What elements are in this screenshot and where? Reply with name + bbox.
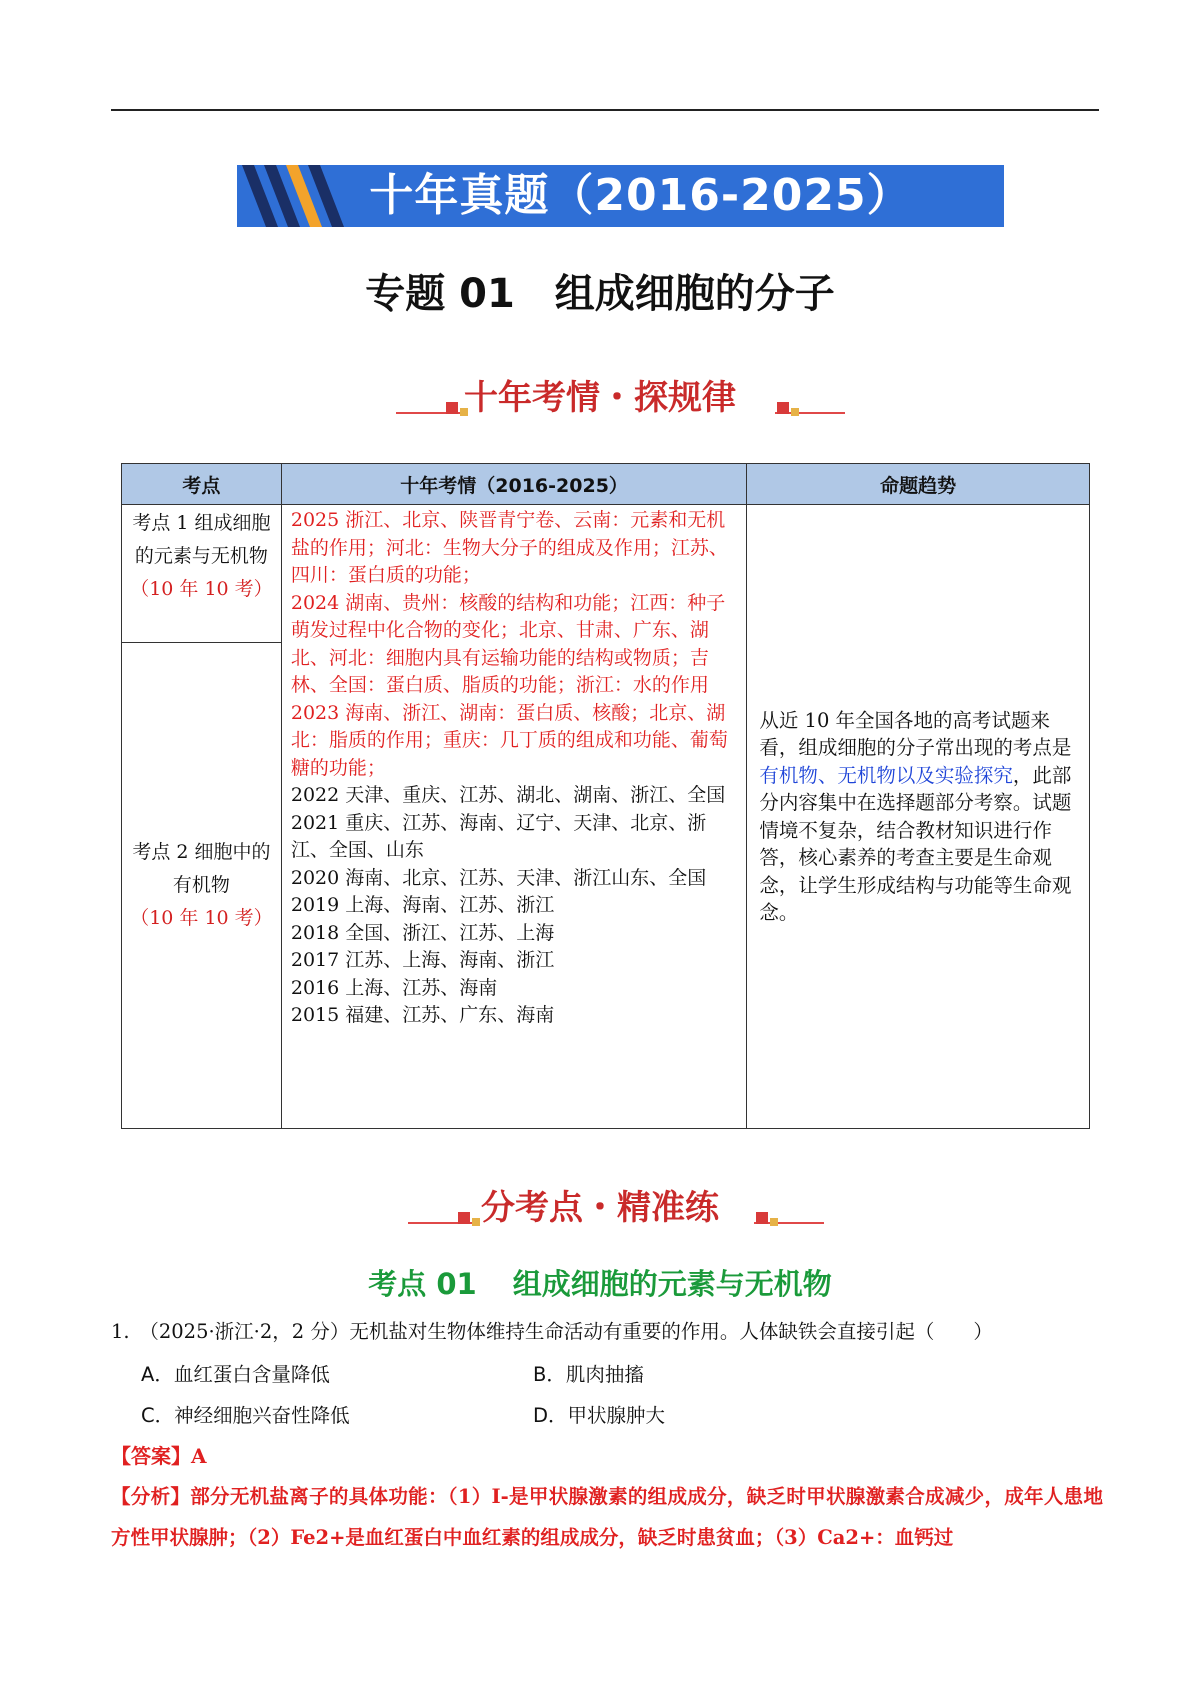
section-heading-trends xyxy=(0,370,1200,430)
trend-text-2: ，此部分内容集中在选择题部分考察。试题情境不复杂，结合教材知识进行作答，核心素养的考查主要是生命观念，让学生形成结构与功能等生命观念。 xyxy=(759,763,1072,924)
option-d[interactable] xyxy=(533,1400,665,1428)
question-stem: 1. （2025·浙江·2，2 分）无机盐对生物体维持生命活动有重要的作用。人体缺铁会直接引起（ ） xyxy=(111,1320,993,1343)
section-title: 分考点・精准练 xyxy=(481,1188,719,1228)
option-text: 甲状腺肿大 xyxy=(567,1404,666,1427)
year-2025: 2025 浙江、北京、陕晋青宁卷、云南：元素和无机盐的作用；河北：生物大分子的组成及作用；江苏、四川：蛋白质的功能； xyxy=(290,509,728,586)
option-text: 血红蛋白含量降低 xyxy=(173,1363,330,1386)
option-text: 神经细胞兴奋性降低 xyxy=(174,1404,350,1427)
kaodian-2-cell xyxy=(122,643,282,1129)
kaodian-1-count: （10 年 10 考） xyxy=(130,578,273,600)
option-letter: C． xyxy=(141,1404,175,1427)
option-a[interactable] xyxy=(141,1359,330,1387)
kaodian-1-label: 考点 1 组成细胞的元素与无机物 xyxy=(132,512,271,567)
trend-cell xyxy=(747,505,1090,1129)
year-2019: 2019 上海、海南、江苏、浙江 xyxy=(290,894,555,916)
option-c[interactable] xyxy=(141,1400,350,1428)
banner-title: 十年真题（2016-2025） xyxy=(369,170,912,221)
table-row xyxy=(122,505,1090,643)
kaodian-title xyxy=(0,1262,1200,1303)
option-text: 肌肉抽搐 xyxy=(565,1363,644,1386)
header-kaodian: 考点 xyxy=(122,464,282,505)
kaodian-1-cell xyxy=(122,505,282,643)
header-rule xyxy=(111,109,1099,111)
year-2023: 2023 海南、浙江、湖南：蛋白质、核酸；北京、湖北：脂质的作用；重庆：几丁质的组成和功能、葡萄糖的功能； xyxy=(290,701,728,779)
year-2021: 2021 重庆、江苏、海南、辽宁、天津、北京、浙江、全国、山东 xyxy=(290,811,707,861)
kaodian-number: 考点 01 xyxy=(368,1267,477,1301)
trend-text-1: 从近 10 年全国各地的高考试题来看，组成细胞的分子常出现的考点是 xyxy=(759,708,1072,759)
year-2018: 2018 全国、浙江、江苏、上海 xyxy=(290,921,555,944)
header-years: 十年考情（2016-2025） xyxy=(281,464,746,505)
header-trend: 命题趋势 xyxy=(747,464,1090,505)
exam-trends-table xyxy=(121,463,1090,1129)
answer: 【答案】A xyxy=(111,1444,207,1468)
option-letter: B． xyxy=(533,1363,566,1386)
year-2017: 2017 江苏、上海、海南、浙江 xyxy=(290,949,555,971)
kaodian-2-label: 考点 2 细胞中的有机物 xyxy=(132,841,271,896)
section-title: 十年考情・探规律 xyxy=(464,378,736,418)
years-cell xyxy=(281,505,746,1129)
subject-title: 专题 01 组成细胞的分子 xyxy=(365,271,835,317)
option-letter: D． xyxy=(533,1404,568,1427)
year-2016: 2016 上海、江苏、海南 xyxy=(290,976,498,999)
kaodian-2-count: （10 年 10 考） xyxy=(130,907,273,929)
table-header-row xyxy=(122,464,1090,505)
kaodian-name: 组成细胞的元素与无机物 xyxy=(512,1267,832,1301)
option-b[interactable] xyxy=(533,1359,644,1387)
year-2020: 2020 海南、北京、江苏、天津、浙江山东、全国 xyxy=(290,866,707,889)
trend-highlight: 有机物、无机物以及实验探究 xyxy=(759,763,1013,787)
analysis: 【分析】部分无机盐离子的具体功能：（1）I-是甲状腺激素的组成成分，缺乏时甲状腺激素合成减少，成年人患地方性甲状腺肿；（2）Fe2+是血红蛋白中血红素的组成成分，缺乏时患贫血；（3）Ca2+：血钙过 xyxy=(111,1485,1103,1549)
year-2022: 2022 天津、重庆、江苏、湖北、湖南、浙江、全国 xyxy=(290,784,726,806)
year-2024: 2024 湖南、贵州：核酸的结构和功能；江西：种子萌发过程中化合物的变化；北京、甘肃、广东、湖北、河北：细胞内具有运输功能的结构或物质；吉林、全国：蛋白质、脂质的功能；浙江：水的作用 xyxy=(290,591,726,696)
banner xyxy=(237,165,1004,227)
year-2015: 2015 福建、江苏、广东、海南 xyxy=(290,1004,555,1026)
option-letter: A． xyxy=(141,1363,174,1386)
section-heading-practice xyxy=(0,1180,1200,1240)
